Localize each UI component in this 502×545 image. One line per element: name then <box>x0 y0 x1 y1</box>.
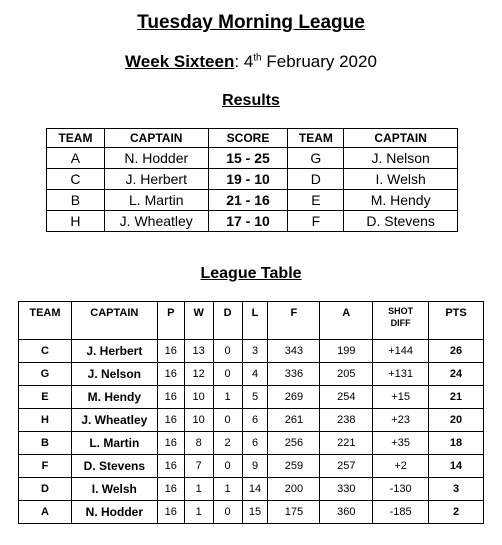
played: 16 <box>157 363 184 386</box>
points: 24 <box>429 363 484 386</box>
team: A <box>19 501 72 524</box>
league-header-lost: L <box>242 302 268 340</box>
results-header-captain: CAPTAIN <box>104 129 208 148</box>
team: E <box>19 386 72 409</box>
team: D <box>19 478 72 501</box>
league-table-heading: League Table <box>200 265 302 282</box>
drawn: 0 <box>213 409 242 432</box>
won: 13 <box>184 340 213 363</box>
drawn: 2 <box>213 432 242 455</box>
played: 16 <box>157 432 184 455</box>
away-team: D <box>288 169 344 190</box>
lost: 6 <box>242 432 268 455</box>
shots-against: 199 <box>320 340 373 363</box>
shot-diff: +2 <box>373 455 429 478</box>
drawn: 0 <box>213 363 242 386</box>
captain: N. Hodder <box>71 501 157 524</box>
shots-for: 200 <box>268 478 320 501</box>
league-table <box>18 301 484 524</box>
won: 10 <box>184 409 213 432</box>
league-header-team: TEAM <box>19 302 72 340</box>
shot-diff: -130 <box>373 478 429 501</box>
league-header-shot: SHOT <box>388 306 414 316</box>
drawn: 0 <box>213 501 242 524</box>
team: F <box>19 455 72 478</box>
drawn: 1 <box>213 386 242 409</box>
team: B <box>19 432 72 455</box>
results-header-row <box>47 129 458 148</box>
shots-against: 221 <box>320 432 373 455</box>
results-row <box>47 190 458 211</box>
shots-for: 175 <box>268 501 320 524</box>
won: 7 <box>184 455 213 478</box>
week-label: Week Sixteen <box>125 52 235 71</box>
week-day: 4 <box>243 52 254 71</box>
away-team: G <box>288 148 344 169</box>
points: 26 <box>429 340 484 363</box>
shot-diff: +15 <box>373 386 429 409</box>
shots-for: 261 <box>268 409 320 432</box>
lost: 15 <box>242 501 268 524</box>
points: 20 <box>429 409 484 432</box>
points: 2 <box>429 501 484 524</box>
won: 1 <box>184 478 213 501</box>
league-row <box>19 478 484 501</box>
shots-against: 205 <box>320 363 373 386</box>
shot-diff: +131 <box>373 363 429 386</box>
league-header-shot-diff <box>373 302 429 340</box>
score: 17 - 10 <box>208 211 288 232</box>
played: 16 <box>157 386 184 409</box>
captain: I. Welsh <box>71 478 157 501</box>
results-header-captain-2: CAPTAIN <box>344 129 458 148</box>
score: 19 - 10 <box>208 169 288 190</box>
away-captain: I. Welsh <box>344 169 458 190</box>
drawn: 0 <box>213 455 242 478</box>
shots-for: 256 <box>268 432 320 455</box>
home-captain: J. Wheatley <box>104 211 208 232</box>
points: 18 <box>429 432 484 455</box>
team: H <box>19 409 72 432</box>
won: 10 <box>184 386 213 409</box>
shot-diff: +144 <box>373 340 429 363</box>
home-captain: J. Herbert <box>104 169 208 190</box>
lost: 6 <box>242 409 268 432</box>
home-team: B <box>47 190 105 211</box>
shots-against: 238 <box>320 409 373 432</box>
week-date-rest: February 2020 <box>266 52 377 71</box>
score: 15 - 25 <box>208 148 288 169</box>
shots-for: 343 <box>268 340 320 363</box>
shots-for: 259 <box>268 455 320 478</box>
league-header-drawn: D <box>213 302 242 340</box>
played: 16 <box>157 455 184 478</box>
shot-diff: +23 <box>373 409 429 432</box>
week-day-suffix: th <box>253 52 262 64</box>
league-row <box>19 432 484 455</box>
results-header-score: SCORE <box>208 129 288 148</box>
team: G <box>19 363 72 386</box>
home-captain: L. Martin <box>104 190 208 211</box>
shots-against: 330 <box>320 478 373 501</box>
played: 16 <box>157 340 184 363</box>
lost: 4 <box>242 363 268 386</box>
league-header-won: W <box>184 302 213 340</box>
won: 8 <box>184 432 213 455</box>
won: 12 <box>184 363 213 386</box>
shots-for: 336 <box>268 363 320 386</box>
lost: 5 <box>242 386 268 409</box>
league-header-for: F <box>268 302 320 340</box>
played: 16 <box>157 478 184 501</box>
captain: L. Martin <box>71 432 157 455</box>
shots-for: 269 <box>268 386 320 409</box>
league-header-row <box>19 302 484 340</box>
won: 1 <box>184 501 213 524</box>
captain: M. Hendy <box>71 386 157 409</box>
results-row <box>47 211 458 232</box>
results-header-team: TEAM <box>47 129 105 148</box>
results-header-team-2: TEAM <box>288 129 344 148</box>
league-row <box>19 409 484 432</box>
league-header-points: PTS <box>429 302 484 340</box>
captain: D. Stevens <box>71 455 157 478</box>
shots-against: 257 <box>320 455 373 478</box>
away-team: E <box>288 190 344 211</box>
team: C <box>19 340 72 363</box>
league-header-diff: DIFF <box>390 318 411 328</box>
league-header-captain: CAPTAIN <box>71 302 157 340</box>
drawn: 1 <box>213 478 242 501</box>
lost: 3 <box>242 340 268 363</box>
captain: J. Herbert <box>71 340 157 363</box>
page-title: Tuesday Morning League <box>137 12 365 33</box>
captain: J. Wheatley <box>71 409 157 432</box>
league-header-against: A <box>320 302 373 340</box>
results-heading: Results <box>222 92 280 109</box>
shots-against: 254 <box>320 386 373 409</box>
away-team: F <box>288 211 344 232</box>
league-row <box>19 455 484 478</box>
league-row <box>19 363 484 386</box>
league-row <box>19 501 484 524</box>
league-row <box>19 340 484 363</box>
shots-against: 360 <box>320 501 373 524</box>
results-row <box>47 169 458 190</box>
points: 14 <box>429 455 484 478</box>
away-captain: M. Hendy <box>344 190 458 211</box>
lost: 14 <box>242 478 268 501</box>
drawn: 0 <box>213 340 242 363</box>
score: 21 - 16 <box>208 190 288 211</box>
home-team: H <box>47 211 105 232</box>
away-captain: D. Stevens <box>344 211 458 232</box>
league-row <box>19 386 484 409</box>
home-captain: N. Hodder <box>104 148 208 169</box>
points: 3 <box>429 478 484 501</box>
home-team: A <box>47 148 105 169</box>
shot-diff: -185 <box>373 501 429 524</box>
points: 21 <box>429 386 484 409</box>
played: 16 <box>157 409 184 432</box>
lost: 9 <box>242 455 268 478</box>
results-row <box>47 148 458 169</box>
shot-diff: +35 <box>373 432 429 455</box>
league-header-played: P <box>157 302 184 340</box>
results-table <box>46 128 458 232</box>
week-line <box>0 52 502 72</box>
played: 16 <box>157 501 184 524</box>
away-captain: J. Nelson <box>344 148 458 169</box>
home-team: C <box>47 169 105 190</box>
captain: J. Nelson <box>71 363 157 386</box>
week-separator: : <box>234 52 240 71</box>
